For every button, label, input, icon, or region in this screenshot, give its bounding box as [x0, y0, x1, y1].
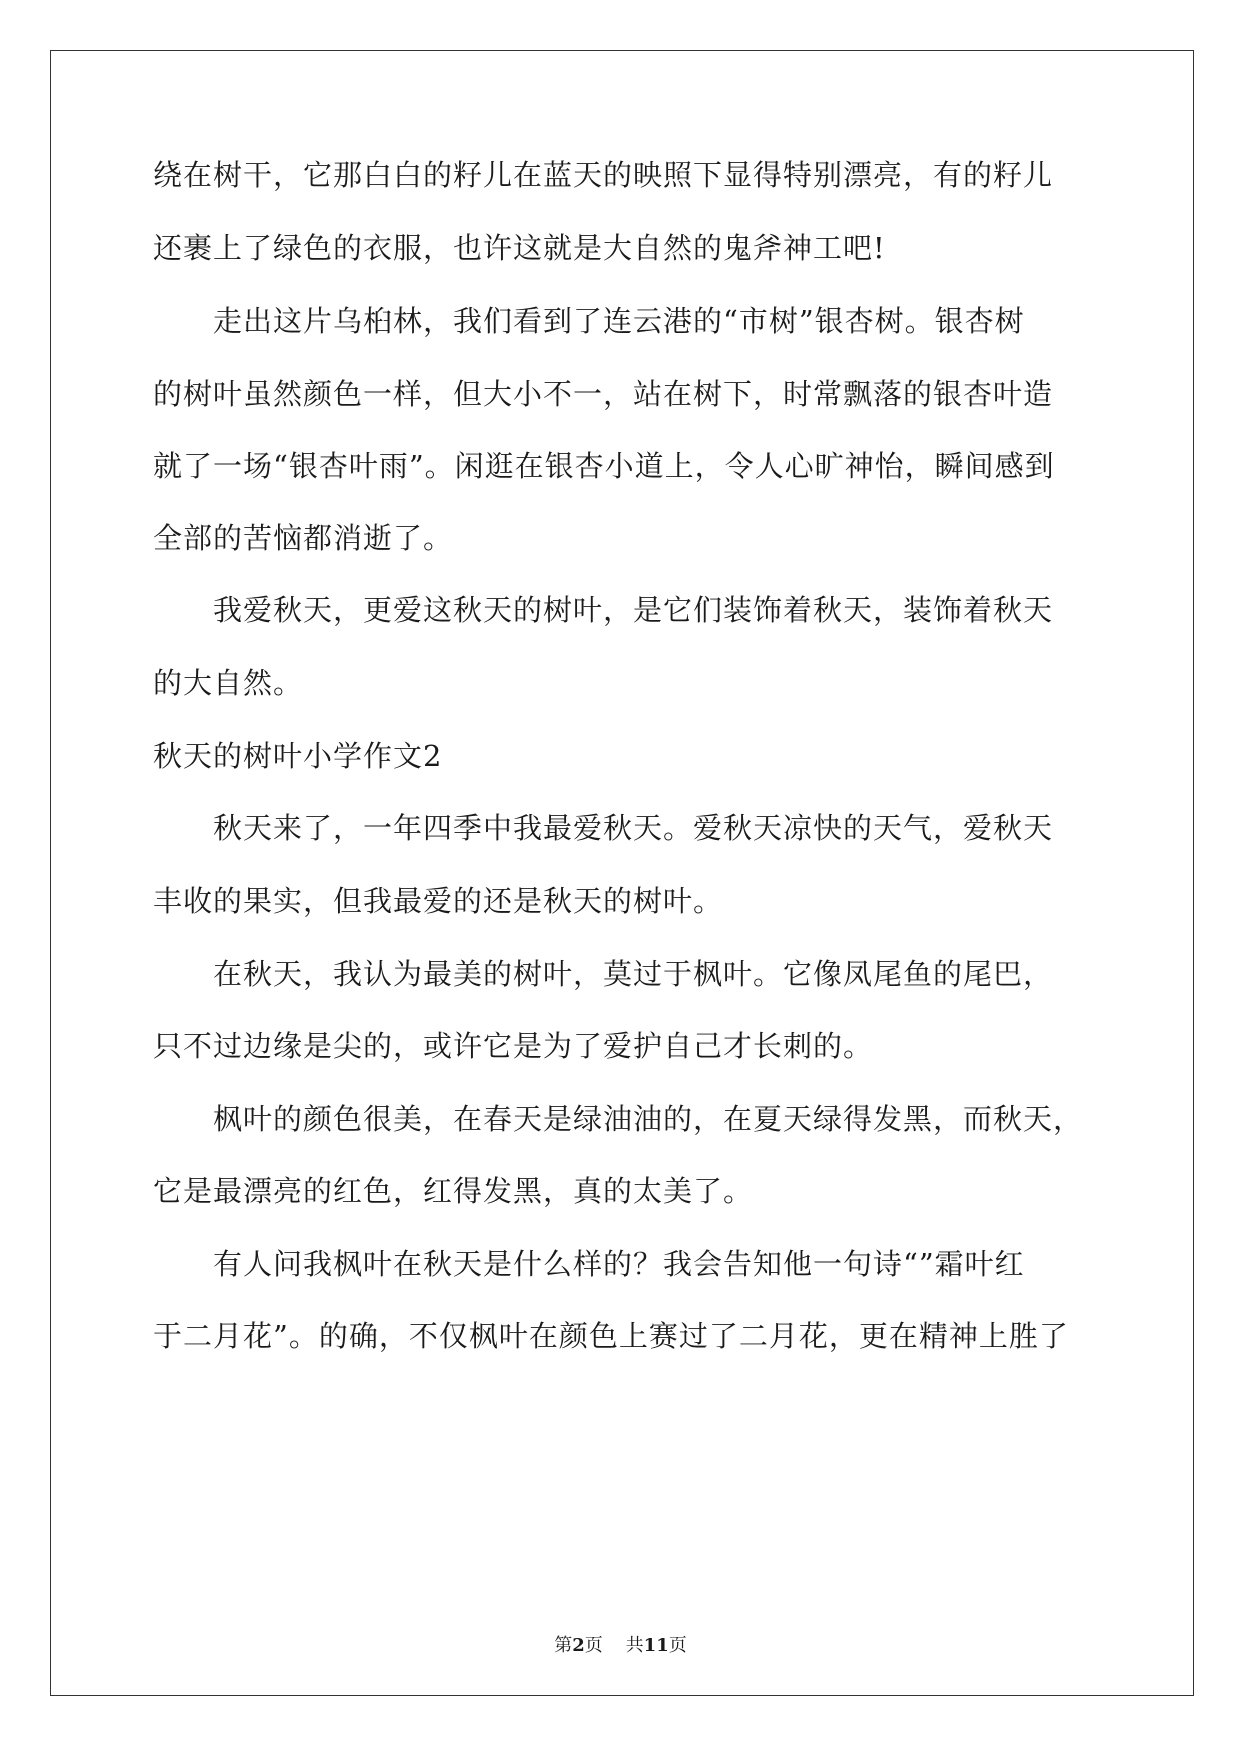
text-line: 我爱秋天，更爱这秋天的树叶，是它们装饰着秋天，装饰着秋天 — [153, 593, 1054, 627]
section-heading: 秋天的树叶小学作文2 — [153, 739, 443, 773]
footer-page-prefix: 第 — [554, 1635, 573, 1656]
text-line: 丰收的果实，但我最爱的还是秋天的树叶。 — [153, 884, 724, 918]
text-line: 的树叶虽然颜色一样，但大小不一，站在树下，时常飘落的银杏叶造 — [153, 377, 1054, 411]
footer-total-suffix: 页 — [668, 1635, 687, 1656]
text-line: 的大自然。 — [153, 666, 304, 700]
text-line: 在秋天，我认为最美的树叶，莫过于枫叶。它像凤尾鱼的尾巴， — [153, 957, 1054, 991]
text-line: 于二月花”。的确，不仅枫叶在颜色上赛过了二月花，更在精神上胜了 — [153, 1319, 1069, 1353]
page-border — [50, 50, 1194, 1696]
text-line: 它是最漂亮的红色，红得发黑，真的太美了。 — [153, 1174, 754, 1208]
text-line: 有人问我枫叶在秋天是什么样的？我会告知他一句诗“”霜叶红 — [153, 1247, 1025, 1281]
footer-page-suffix: 页 — [584, 1635, 603, 1656]
text-line: 绕在树干，它那白白的籽儿在蓝天的映照下显得特别漂亮，有的籽儿 — [153, 158, 1054, 192]
text-line: 枫叶的颜色很美，在春天是绿油油的，在夏天绿得发黑，而秋天， — [153, 1102, 1084, 1136]
footer-total-prefix: 共 — [625, 1635, 644, 1656]
text-line: 就了一场“银杏叶雨”。闲逛在银杏小道上，令人心旷神怡，瞬间感到 — [153, 449, 1055, 483]
text-line: 走出这片乌桕林，我们看到了连云港的“市树”银杏树。银杏树 — [153, 304, 1025, 338]
text-line: 还裹上了绿色的衣服，也许这就是大自然的鬼斧神工吧! — [153, 231, 886, 265]
text-line: 全部的苦恼都消逝了。 — [153, 521, 454, 555]
text-line: 只不过边缘是尖的，或许它是为了爱护自己才长刺的。 — [153, 1029, 874, 1063]
footer-page-current: 2 — [572, 1635, 585, 1656]
footer-page-total: 11 — [643, 1635, 669, 1656]
text-line: 秋天来了，一年四季中我最爱秋天。爱秋天凉快的天气，爱秋天 — [153, 811, 1054, 845]
page-footer — [0, 1634, 1241, 1658]
